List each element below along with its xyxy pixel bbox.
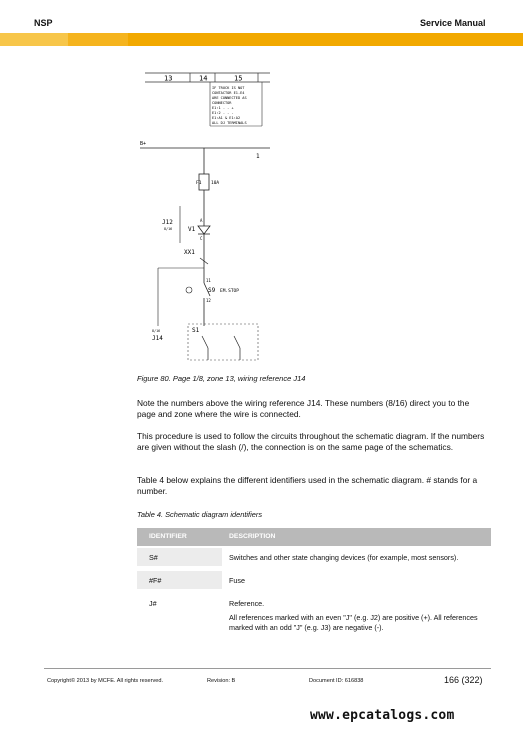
rail-number: 1	[256, 153, 260, 160]
identifier-text: #F#	[149, 576, 162, 585]
zone-number-13: 13	[164, 74, 173, 83]
paragraph-1: Note the numbers above the wiring reference J14. These numbers (8/16) direct you to the page and zone where the wire is connected.	[137, 398, 470, 419]
note-line: ARE CONNECTED AS	[212, 96, 247, 100]
switch-pin-11: 11	[206, 278, 211, 283]
table-row	[137, 571, 491, 591]
j14-reference: 8/16	[152, 329, 161, 333]
note-line: CONTACTOR E1-E4	[212, 91, 245, 95]
diode-label: V1	[188, 226, 196, 233]
j12-reference: 8/16	[164, 227, 173, 231]
table-cell-description	[229, 599, 491, 633]
footer-copyright: Copyright© 2013 by MCFE. All rights reserved.	[47, 678, 164, 684]
footer-divider	[44, 668, 491, 669]
footer-document-id: Document ID: 616838	[309, 678, 364, 684]
header-bar-segment-2	[68, 33, 128, 46]
header-color-bar	[0, 33, 523, 46]
rail-label: B+	[140, 141, 147, 147]
stop-button-symbol	[186, 287, 192, 293]
watermark-text: www.epcatalogs.com	[310, 708, 455, 723]
table-header	[137, 528, 491, 546]
note-line: CONNECTOR	[212, 101, 232, 105]
table-header-identifier: IDENTIFIER	[149, 533, 187, 540]
header-left-title: NSP	[34, 18, 53, 28]
table-caption: Table 4. Schematic diagram identifiers	[137, 510, 263, 519]
j12-label: J12	[162, 219, 173, 226]
table-header-description: DESCRIPTION	[229, 533, 276, 540]
footer-page-number: 166 (322)	[444, 675, 483, 685]
description-line: Reference.	[229, 599, 265, 608]
note-line: ALL DJ TERMINALS	[212, 121, 247, 125]
description-detail: All references marked with an even "J" (e.g. J2) are positive (+). All references marked with an odd "J" (e.g. J3) are negative (-).	[229, 613, 478, 632]
j14-label: J14	[152, 335, 163, 342]
header-right-title: Service Manual	[420, 18, 486, 28]
switch-name: EM.STOP	[220, 289, 239, 294]
diode-symbol	[198, 226, 210, 234]
wiring-schematic	[140, 68, 270, 368]
zone-number-14: 14	[199, 74, 208, 83]
table-cell-description: Fuse	[229, 576, 245, 585]
table-row	[137, 594, 491, 634]
table-row	[137, 548, 491, 568]
figure-caption: Figure 80. Page 1/8, zone 13, wiring reference J14	[137, 374, 306, 383]
diode-cathode: C	[200, 236, 203, 241]
s1-contact	[234, 336, 240, 348]
table-cell-identifier	[137, 548, 222, 566]
paragraph-3: Table 4 below explains the different identifiers used in the schematic diagram. # stands for a number.	[137, 475, 478, 496]
connector-label: XX1	[184, 249, 195, 256]
s1-label: S1	[192, 327, 200, 334]
table-cell-description: Switches and other state changing devices (for example, most sensors).	[229, 553, 459, 562]
zone-number-15: 15	[234, 74, 243, 83]
footer-revision: Revision: B	[207, 678, 236, 684]
switch-pin-12: 12	[206, 298, 211, 303]
paragraph-2: This procedure is used to follow the circuits throughout the schematic diagram. If the numbers are given without the slash (/), the connection is on the same page of the schematics.	[137, 431, 485, 452]
fuse-label: F1	[196, 181, 202, 186]
fuse-rating: 10A	[211, 181, 220, 186]
switch-label: S9	[208, 287, 216, 294]
note-line: E1:A1 & E1:A2	[212, 116, 241, 120]
identifier-text: S#	[149, 553, 158, 562]
identifier-text: J#	[149, 599, 157, 608]
note-line: E1:2 - - -	[212, 111, 234, 115]
s1-contact	[202, 336, 208, 348]
note-line: IF TRUCK IS NOT	[212, 86, 245, 90]
table-cell-identifier	[137, 594, 222, 612]
header-bar-segment-1	[0, 33, 68, 46]
header-bar-segment-3	[128, 33, 523, 46]
diode-anode: A	[200, 218, 203, 223]
note-line: E1:1 - - +	[212, 106, 234, 110]
table-cell-identifier	[137, 571, 222, 589]
